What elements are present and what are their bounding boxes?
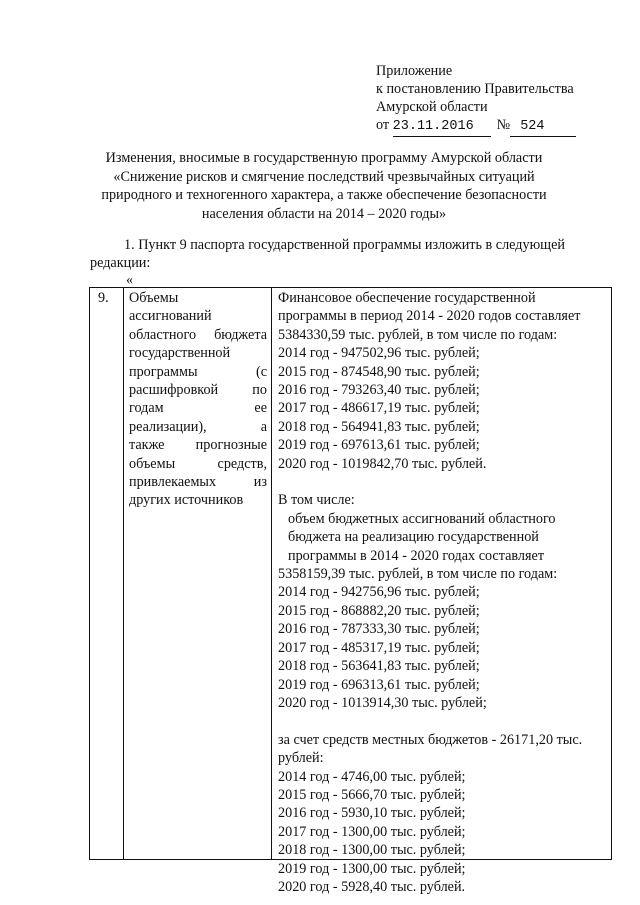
label-line: других источников: [129, 492, 244, 509]
number-sign: №: [496, 117, 511, 133]
content-line: 2015 год - 874548,90 тыс. рублей;: [278, 363, 480, 380]
label-line: объемы средств,: [129, 455, 267, 472]
content-line: 2017 год - 1300,00 тыс. рублей;: [278, 823, 466, 840]
intro-paragraph: [90, 236, 612, 272]
item-label-cell: [129, 289, 267, 510]
appendix-date-number: [376, 116, 576, 137]
heading-line: «Снижение рисков и смягчение последствий чрезвычайных ситуаций: [113, 168, 535, 185]
content-line: 2014 год - 942756,96 тыс. рублей;: [278, 584, 480, 601]
content-line: Финансовое обеспечение государственной: [278, 290, 536, 306]
content-line: 5384330,59 тыс. рублей, в том числе по годам:: [278, 326, 558, 343]
content-line: 2020 год - 1019842,70 тыс. рублей.: [278, 455, 487, 472]
intro-line: редакции:: [90, 255, 151, 271]
content-line: рублей:: [278, 750, 324, 767]
content-line: 2014 год - 947502,96 тыс. рублей;: [278, 345, 480, 362]
passport-table: [89, 287, 612, 895]
appendix-region: Амурской области: [376, 99, 488, 115]
intro-line: 1. Пункт 9 паспорта государственной программы изложить в следующей: [124, 237, 565, 253]
content-line: 2014 год - 4746,00 тыс. рублей;: [278, 768, 466, 785]
content-line: 2019 год - 696313,61 тыс. рублей;: [278, 676, 480, 693]
label-line: программы (с: [129, 363, 267, 380]
content-line: [278, 712, 608, 730]
content-line: 2015 год - 868882,20 тыс. рублей;: [278, 602, 480, 619]
resolution-number: 524: [510, 118, 576, 137]
heading-line: природного и техногенного характера, а также обеспечение безопасности: [101, 187, 547, 203]
label-line: привлекаемых из: [129, 474, 267, 491]
date-prefix: от: [376, 117, 390, 133]
content-line: 2016 год - 787333,30 тыс. рублей;: [278, 621, 480, 638]
item-content-cell: [278, 289, 608, 896]
content-line: объем бюджетных ассигнований областного: [288, 510, 556, 527]
label-line: расшифровкой по: [129, 382, 267, 399]
content-line: 5358159,39 тыс. рублей, в том числе по годам:: [278, 566, 558, 583]
label-line: также прогнозные: [129, 437, 267, 454]
content-line: 2017 год - 486617,19 тыс. рублей;: [278, 400, 480, 417]
content-line: 2020 год - 1013914,30 тыс. рублей;: [278, 694, 487, 711]
appendix-block: [376, 62, 576, 137]
document-heading: [60, 149, 588, 223]
heading-line: Изменения, вносимые в государственную программу Амурской области: [105, 150, 543, 166]
column-divider: [123, 288, 124, 859]
heading-line: населения области на 2014 – 2020 годы»: [201, 205, 447, 222]
content-line: за счет средств местных бюджетов - 26171,20 тыс.: [278, 731, 583, 748]
content-line: В том числе:: [278, 492, 355, 509]
content-line: 2018 год - 1300,00 тыс. рублей;: [278, 842, 466, 859]
label-line: государственной: [129, 345, 231, 362]
content-line: 2018 год - 563641,83 тыс. рублей;: [278, 658, 480, 675]
content-line: 2019 год - 1300,00 тыс. рублей;: [278, 860, 466, 877]
content-line: программы в период 2014 - 2020 годов составляет: [278, 308, 581, 325]
opening-quote: «: [126, 272, 134, 288]
content-line: 2019 год - 697613,61 тыс. рублей;: [278, 437, 480, 454]
appendix-resolution: к постановлению Правительства: [376, 81, 574, 97]
content-line: бюджета на реализацию государственной: [288, 529, 539, 546]
label-line: реализации), а: [129, 418, 267, 435]
content-line: 2017 год - 485317,19 тыс. рублей;: [278, 639, 480, 656]
content-line: 2018 год - 564941,83 тыс. рублей;: [278, 418, 480, 435]
content-line: [278, 473, 608, 491]
content-line: 2020 год - 5928,40 тыс. рублей.: [278, 878, 466, 895]
content-line: 2016 год - 5930,10 тыс. рублей;: [278, 805, 466, 822]
appendix-title: Приложение: [376, 63, 453, 79]
item-number: 9.: [98, 290, 109, 306]
label-line: ассигнований: [129, 308, 212, 325]
content-line: 2016 год - 793263,40 тыс. рублей;: [278, 382, 480, 399]
column-divider: [271, 288, 272, 859]
resolution-date: 23.11.2016: [393, 118, 491, 137]
label-line: областного бюджета: [129, 326, 267, 343]
content-line: 2015 год - 5666,70 тыс. рублей;: [278, 786, 466, 803]
label-line: годам ее: [129, 400, 267, 417]
content-line: программы в 2014 - 2020 годах составляет: [288, 547, 545, 564]
label-line: Объемы: [129, 290, 179, 306]
